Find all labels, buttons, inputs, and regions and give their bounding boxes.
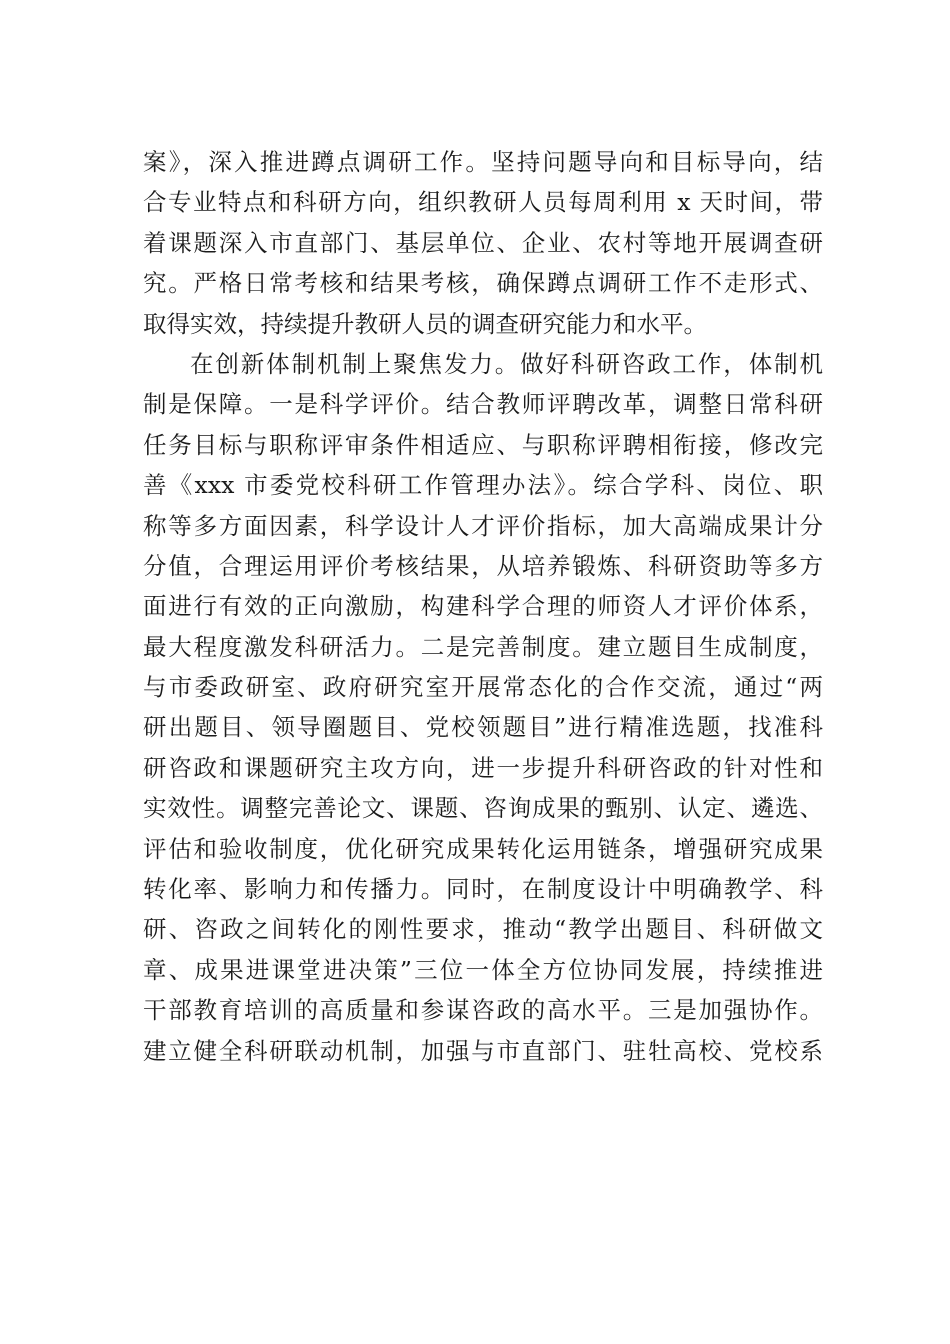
text-line: 任务目标与职称评审条件相适应、与职称评聘相衔接，修改完 <box>143 430 823 459</box>
paragraph-1 <box>143 142 823 344</box>
text-line: 干部教育培训的高质量和参谋咨政的高水平。三是加强协作。 <box>143 996 823 1025</box>
text-line: 与市委政研室、政府研究室开展常态化的合作交流，通过“两 <box>143 673 823 702</box>
text-line: 着课题深入市直部门、基层单位、企业、农村等地开展调查研 <box>143 228 823 257</box>
text-line: 研咨政和课题研究主攻方向，进一步提升科研咨政的针对性和 <box>143 753 823 782</box>
text-line: 研、咨政之间转化的刚性要求，推动“教学出题目、科研做文 <box>143 915 823 944</box>
text-line: 在创新体制机制上聚焦发力。做好科研咨政工作，体制机 <box>190 349 823 378</box>
text-line: 制是保障。一是科学评价。结合教师评聘改革，调整日常科研 <box>143 390 823 419</box>
text-line: 最大程度激发科研活力。二是完善制度。建立题目生成制度， <box>143 632 823 661</box>
text-line: 实效性。调整完善论文、课题、咨询成果的甄别、认定、遴选、 <box>143 794 823 823</box>
text-line: 面进行有效的正向激励，构建科学合理的师资人才评价体系， <box>143 592 823 621</box>
text-line: 称等多方面因素，科学设计人才评价指标，加大高端成果计分 <box>143 511 823 540</box>
document-body <box>143 142 823 1071</box>
paragraph-2 <box>143 344 823 1071</box>
text-line: 案》，深入推进蹲点调研工作。坚持问题导向和目标导向，结 <box>143 148 823 176</box>
text-line: 转化率、影响力和传播力。同时，在制度设计中明确教学、科 <box>143 875 823 904</box>
text-line: 合专业特点和科研方向，组织教研人员每周利用 x 天时间，带 <box>143 188 823 217</box>
text-line: 究。严格日常考核和结果考核，确保蹲点调研工作不走形式、 <box>143 269 823 298</box>
text-line: 取得实效，持续提升教研人员的调查研究能力和水平。 <box>143 309 707 338</box>
text-line: 研出题目、领导圈题目、党校领题目”进行精准选题，找准科 <box>143 713 823 742</box>
text-line: 章、成果进课堂进决策”三位一体全方位协同发展，持续推进 <box>143 955 823 984</box>
text-line: 建立健全科研联动机制，加强与市直部门、驻牡高校、党校系 <box>143 1036 823 1065</box>
text-line: 分值，合理运用评价考核结果，从培养锻炼、科研资助等多方 <box>143 551 823 580</box>
text-line: 评估和验收制度，优化研究成果转化运用链条，增强研究成果 <box>143 834 823 863</box>
text-line: 善《xxx 市委党校科研工作管理办法》。综合学科、岗位、职 <box>143 471 823 500</box>
